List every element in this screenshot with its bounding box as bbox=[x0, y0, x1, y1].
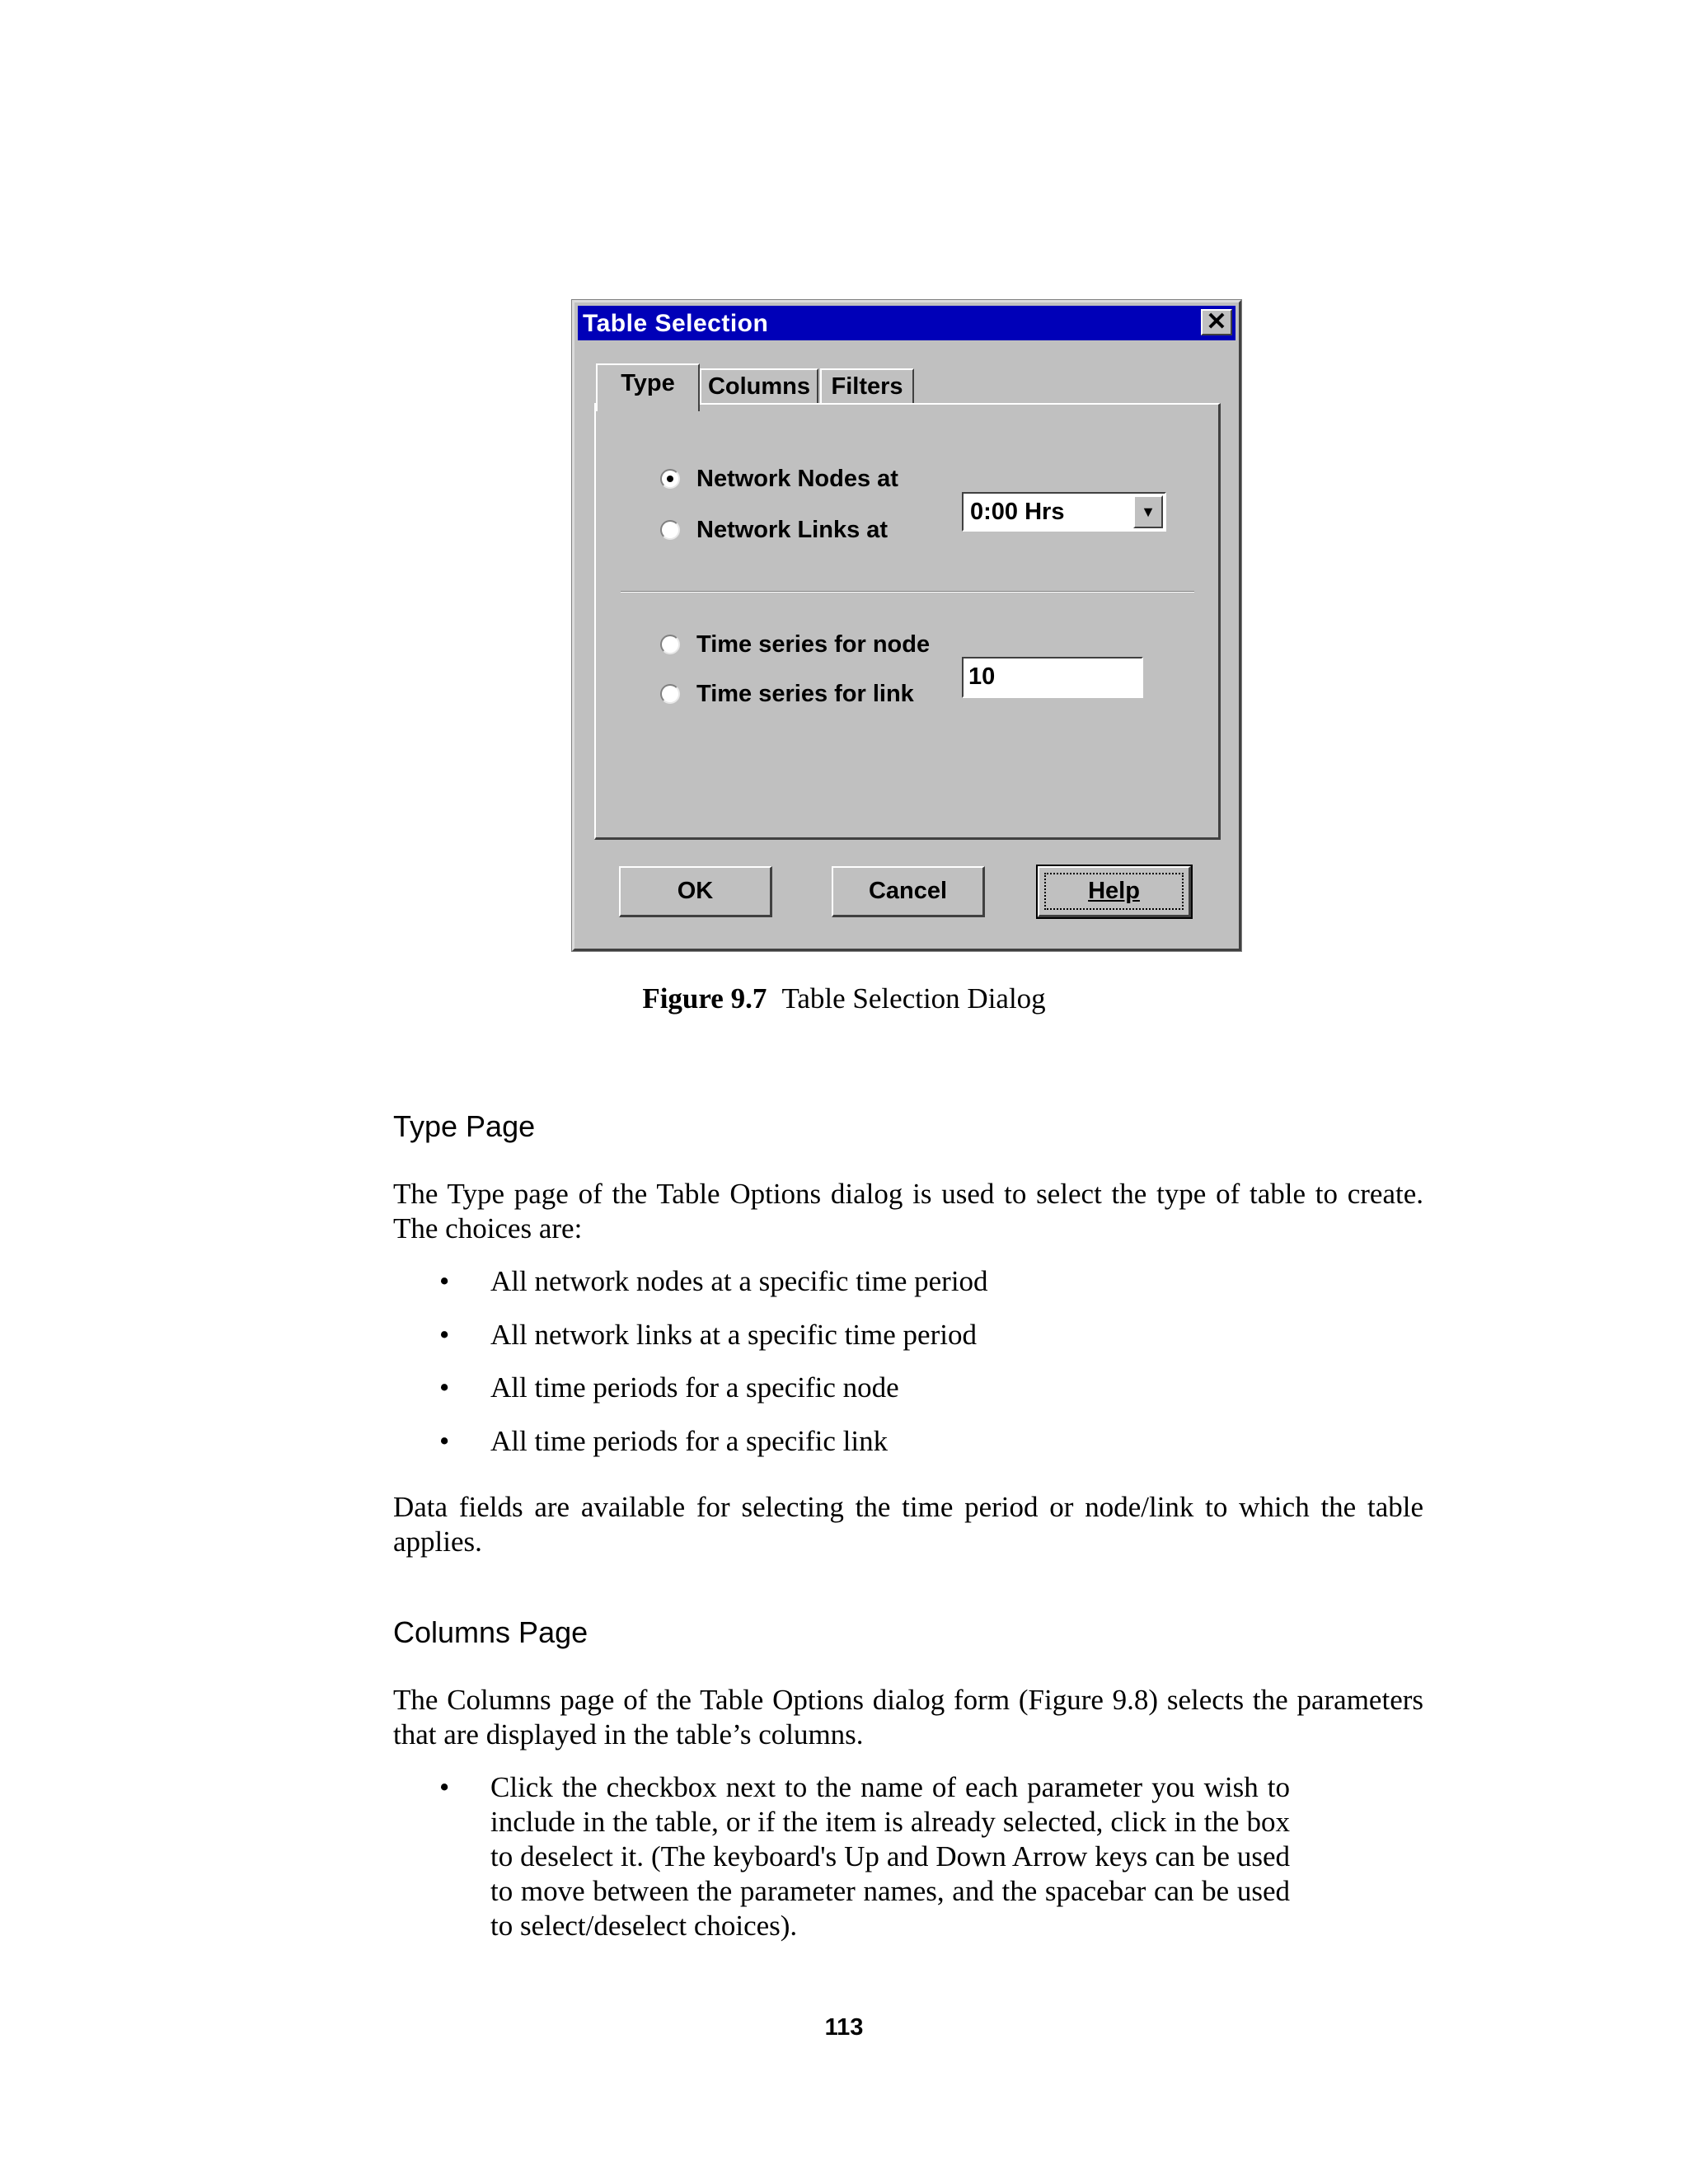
dialog-title-bar bbox=[578, 306, 1236, 340]
ok-button[interactable] bbox=[619, 866, 772, 917]
section-heading-columns-page: Columns Page bbox=[393, 1615, 588, 1649]
list-item: • Click the checkbox next to the name of each parameter you wish to include in the table, or if the item is already selected, click in the box to deselect it. (The keyboard's Up and Down Arrow keys can be used to move between the parameter names, and the spacebar can be used to select/deselect choices). bbox=[393, 1770, 1290, 1943]
ok-button-label: OK bbox=[677, 878, 714, 904]
radio-button[interactable] bbox=[660, 635, 680, 654]
radio-time-series-link-label: Time series for link bbox=[696, 680, 914, 707]
radio-network-nodes-label: Network Nodes at bbox=[696, 465, 898, 492]
cancel-button[interactable] bbox=[832, 866, 985, 917]
tab-columns[interactable] bbox=[700, 368, 818, 405]
page-number: 113 bbox=[824, 2014, 864, 2041]
cancel-button-label: Cancel bbox=[868, 878, 948, 904]
time-period-dropdown[interactable] bbox=[962, 492, 1166, 532]
radio-network-links[interactable] bbox=[660, 513, 888, 546]
dialog-title: Table Selection bbox=[583, 310, 769, 337]
radio-button-checked[interactable] bbox=[660, 469, 680, 489]
figure-caption-text: Table Selection Dialog bbox=[781, 982, 1046, 1015]
radio-network-links-label: Network Links at bbox=[696, 516, 889, 543]
type-page-outro: Data fields are available for selecting the time period or node/link to which the table applies. bbox=[393, 1491, 1423, 1558]
dropdown-arrow-icon[interactable]: ▼ bbox=[1133, 495, 1163, 528]
node-link-id-value: 10 bbox=[968, 663, 996, 690]
tab-filters-label: Filters bbox=[831, 373, 903, 400]
list-item: • All network nodes at a specific time period bbox=[393, 1264, 1423, 1318]
tab-type[interactable] bbox=[596, 363, 700, 411]
radio-time-series-node[interactable] bbox=[660, 628, 930, 661]
separator-line bbox=[621, 591, 1194, 593]
tab-filters[interactable] bbox=[820, 368, 914, 405]
type-tab-panel bbox=[594, 403, 1221, 840]
help-button[interactable] bbox=[1038, 866, 1191, 917]
radio-network-nodes[interactable] bbox=[660, 462, 898, 495]
close-icon: ✕ bbox=[1206, 308, 1227, 335]
list-item: • All time periods for a specific link bbox=[393, 1424, 1423, 1478]
list-item: • All time periods for a specific node bbox=[393, 1371, 1423, 1424]
help-button-label: Help bbox=[1088, 878, 1140, 904]
radio-button[interactable] bbox=[660, 684, 680, 704]
radio-button[interactable] bbox=[660, 520, 680, 540]
radio-time-series-link[interactable] bbox=[660, 677, 914, 710]
columns-instructions-list bbox=[393, 1770, 1423, 1943]
figure-number: Figure 9.7 bbox=[642, 982, 767, 1015]
type-choices-list bbox=[393, 1264, 1423, 1477]
close-button[interactable] bbox=[1201, 309, 1232, 335]
section-heading-type-page: Type Page bbox=[393, 1109, 536, 1143]
tab-columns-label: Columns bbox=[707, 373, 811, 400]
columns-page-intro: The Columns page of the Table Options dialog form (Figure 9.8) selects the parameters that are displayed in the table’s columns. bbox=[393, 1684, 1423, 1750]
radio-time-series-node-label: Time series for node bbox=[696, 630, 931, 658]
node-link-id-input[interactable] bbox=[962, 657, 1143, 698]
table-selection-dialog bbox=[572, 300, 1241, 951]
tab-type-label: Type bbox=[621, 370, 675, 396]
list-item: • All network links at a specific time period bbox=[393, 1318, 1423, 1371]
time-period-value: 0:00 Hrs bbox=[970, 499, 1065, 525]
type-page-intro: The Type page of the Table Options dialog is used to select the type of table to create. The choices are: bbox=[393, 1178, 1423, 1244]
figure-caption bbox=[0, 982, 1688, 1015]
